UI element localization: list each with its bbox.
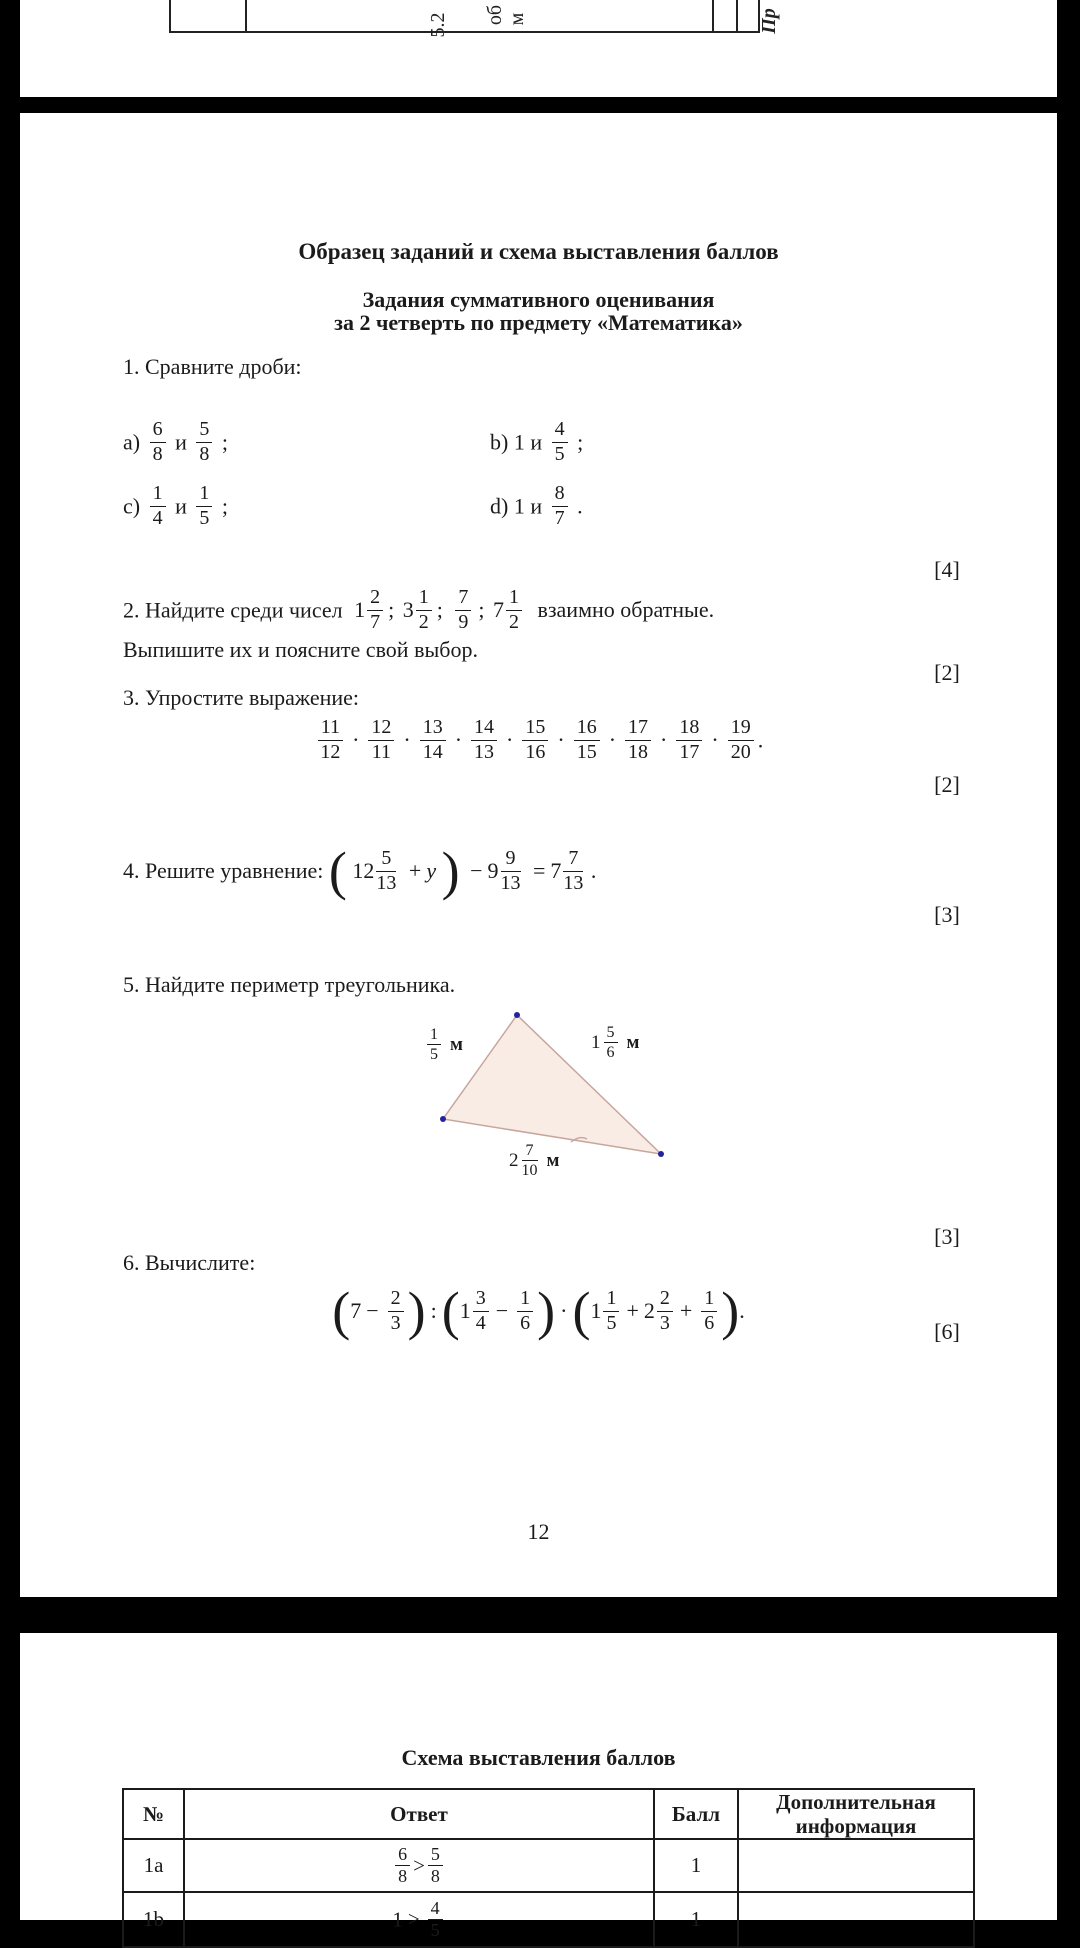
mixed-number — [488, 848, 523, 894]
fraction — [196, 483, 212, 529]
num: 3 — [473, 1288, 489, 1312]
right-paren: ) — [407, 1281, 426, 1341]
page-subtitle — [20, 288, 1057, 334]
fragment-table-vline — [736, 0, 738, 31]
den: 7 — [370, 610, 381, 633]
page-number: 12 — [527, 1519, 550, 1544]
num: 5 — [428, 1845, 443, 1866]
den: 18 — [628, 740, 649, 763]
whole: 2 — [509, 1149, 519, 1171]
item-key: a) — [123, 429, 141, 455]
problem1-label: 1. Сравните дроби: — [123, 354, 302, 379]
page-title: Образец заданий и схема выставления баллов — [298, 239, 779, 264]
side-label-right — [591, 1024, 639, 1062]
fraction — [420, 717, 446, 763]
problem5-label: 5. Найдите периметр треугольника. — [123, 972, 456, 997]
fraction — [473, 1288, 489, 1334]
num: 1 — [416, 587, 432, 611]
den: 8 — [152, 442, 163, 465]
fraction — [701, 1288, 717, 1334]
whole: 7 — [550, 858, 562, 883]
fraction — [388, 1288, 404, 1334]
fraction — [471, 717, 497, 763]
col-header-answer: Ответ — [184, 1789, 654, 1839]
fraction — [416, 587, 432, 633]
right-paren: ) — [721, 1281, 740, 1341]
num: 11 — [318, 717, 343, 741]
fraction — [427, 1026, 441, 1064]
num: 7 — [522, 1142, 538, 1161]
num: 7 — [563, 848, 583, 872]
cell-score: 1 — [654, 1892, 738, 1947]
num: 12 — [368, 717, 394, 741]
multiply-dot: · — [506, 727, 514, 753]
whole: 7 — [492, 597, 504, 623]
num: 13 — [420, 717, 446, 741]
vertex-dot — [658, 1151, 664, 1157]
den: 8 — [199, 442, 210, 465]
unit: м — [546, 1149, 560, 1171]
separator: ; — [436, 597, 443, 623]
den: 12 — [320, 740, 341, 763]
whole: 1 — [459, 1298, 471, 1323]
divide-sign: : — [430, 1298, 437, 1323]
fraction — [522, 1142, 538, 1180]
plus-sign: + — [626, 1298, 639, 1323]
den: 2 — [418, 610, 429, 633]
fraction — [522, 717, 548, 763]
punct: ; — [221, 429, 228, 455]
den: 15 — [576, 740, 597, 763]
den: 5 — [430, 1046, 438, 1064]
num: 5 — [376, 848, 396, 872]
left-paren: ( — [332, 1281, 351, 1341]
score-mark-problem2: [2] — [934, 660, 960, 685]
item-text: 1 и — [513, 429, 543, 455]
fraction — [563, 848, 583, 894]
fraction — [506, 587, 522, 633]
punct: . — [577, 493, 583, 519]
num: 16 — [574, 717, 600, 741]
num: 7 — [455, 587, 471, 611]
num: 14 — [471, 717, 497, 741]
table-row — [123, 1839, 974, 1892]
multiply-dot: · — [454, 727, 463, 753]
mixed-number — [354, 587, 385, 633]
problem2-text-start: 2. Найдите среди чисел — [123, 597, 343, 623]
mixed-number — [550, 848, 585, 894]
score-mark-problem3: [2] — [934, 772, 960, 797]
fraction — [376, 848, 396, 894]
num: 4 — [428, 1899, 443, 1920]
mixed-number — [590, 1288, 621, 1334]
den: 20 — [730, 740, 751, 763]
cell-number: 1a — [123, 1839, 184, 1892]
fraction — [603, 1288, 619, 1334]
problem4-line — [123, 841, 597, 901]
den: 3 — [390, 1311, 401, 1334]
den: 4 — [475, 1311, 486, 1334]
cell-info — [738, 1892, 974, 1947]
den: 14 — [422, 740, 443, 763]
den: 2 — [508, 610, 519, 633]
number: 7 — [350, 1298, 362, 1323]
subtitle-line1: Задания суммативного оценивания — [362, 287, 715, 312]
score-mark-problem6: [6] — [934, 1319, 960, 1344]
right-paren: ) — [537, 1281, 556, 1341]
left-paren: ( — [441, 1281, 460, 1341]
problem1-item-a — [123, 419, 228, 465]
punct: ; — [577, 429, 584, 455]
score-mark-problem5: [3] — [934, 1224, 960, 1249]
den: 6 — [704, 1311, 715, 1334]
den: 11 — [371, 740, 392, 763]
multiply-dot: · — [660, 727, 668, 753]
fraction — [574, 717, 600, 763]
whole: 12 — [352, 858, 375, 883]
whole: 1 — [354, 597, 366, 623]
den: 5 — [430, 1920, 440, 1941]
punct: . — [739, 1298, 745, 1323]
fraction — [501, 848, 521, 894]
fraction — [428, 1845, 443, 1887]
problem4-label: 4. Решите уравнение: — [123, 858, 324, 883]
cell-answer — [184, 1839, 654, 1892]
problem6-label: 6. Вычислите: — [123, 1250, 256, 1275]
num: 2 — [657, 1288, 673, 1312]
fraction — [367, 587, 383, 633]
number: 1 — [392, 1907, 403, 1932]
scheme-table — [122, 1788, 975, 1948]
den: 5 — [199, 506, 210, 529]
fraction — [196, 419, 212, 465]
equals-sign: = — [533, 858, 546, 883]
item-text: 1 и — [513, 493, 543, 519]
num: 1 — [196, 483, 212, 507]
den: 3 — [659, 1311, 670, 1334]
item-key: d) — [490, 493, 509, 519]
whole: 3 — [402, 597, 414, 623]
problem1-item-b — [490, 419, 583, 465]
multiply-dot: · — [608, 727, 617, 753]
subtitle-line2: за 2 четверть по предмету «Математика» — [334, 310, 743, 335]
rotated-text: Пр — [758, 8, 780, 34]
whole: 9 — [487, 858, 499, 883]
score-mark-problem4: [3] — [934, 902, 960, 927]
rotated-text: м — [506, 12, 528, 26]
problem1-item-c — [123, 483, 228, 529]
greater-than: > — [413, 1853, 425, 1878]
num: 5 — [196, 419, 212, 443]
multiply-dot: · — [557, 727, 565, 753]
num: 17 — [625, 717, 651, 741]
num: 1 — [603, 1288, 619, 1312]
side-label-left — [425, 1026, 463, 1064]
num: 2 — [388, 1288, 404, 1312]
fraction — [604, 1024, 618, 1062]
fraction — [552, 483, 568, 529]
previous-page-fragment — [20, 0, 1057, 97]
den: 6 — [520, 1311, 531, 1334]
fraction — [676, 717, 702, 763]
problem3-expression — [20, 717, 1057, 763]
vertex-dot — [440, 1116, 446, 1122]
den: 8 — [398, 1866, 408, 1887]
multiply-dot: · — [711, 727, 719, 753]
num: 5 — [604, 1024, 618, 1043]
cell-number: 1b — [123, 1892, 184, 1947]
mixed-number — [460, 1288, 491, 1334]
den: 9 — [458, 610, 469, 633]
fragment-table-bottom-border — [169, 31, 760, 33]
den: 13 — [376, 871, 397, 894]
minus-sign: − — [366, 1298, 379, 1323]
den: 10 — [521, 1162, 538, 1180]
problem3-label: 3. Упростите выражение: — [123, 685, 360, 710]
minus-sign: − — [495, 1298, 509, 1323]
fraction — [318, 717, 343, 763]
document-page — [20, 113, 1057, 1597]
col-header-number: № — [123, 1789, 184, 1839]
den: 16 — [525, 740, 546, 763]
conjunction: и — [175, 493, 187, 519]
den: 6 — [606, 1044, 615, 1062]
den: 13 — [500, 871, 521, 894]
whole: 1 — [591, 1031, 601, 1053]
left-paren: ( — [572, 1281, 591, 1341]
fragment-table-vline — [245, 0, 247, 31]
conjunction: и — [175, 429, 187, 455]
fraction — [455, 587, 471, 633]
fraction — [395, 1845, 410, 1887]
fraction — [625, 717, 651, 763]
num: 18 — [676, 717, 702, 741]
num: 1 — [506, 587, 522, 611]
den: 4 — [152, 506, 163, 529]
whole: 1 — [590, 1298, 602, 1323]
multiply-dot: · — [352, 727, 360, 753]
side-label-bottom — [509, 1142, 559, 1180]
num: 1 — [150, 483, 166, 507]
col-header-info: Дополнительная информация — [738, 1789, 974, 1839]
minus-sign: − — [470, 858, 483, 883]
den: 13 — [563, 871, 584, 894]
num: 1 — [427, 1026, 441, 1045]
score-mark-problem1: [4] — [934, 557, 960, 582]
vertex-dot — [514, 1012, 520, 1018]
fraction — [150, 483, 166, 529]
table-header-row — [123, 1789, 974, 1839]
separator: ; — [478, 597, 485, 623]
mixed-number — [644, 1288, 675, 1334]
num: 4 — [552, 419, 568, 443]
fraction — [657, 1288, 673, 1334]
num: 1 — [701, 1288, 717, 1312]
unit: м — [450, 1033, 463, 1055]
num: 6 — [395, 1845, 410, 1866]
multiply-dot: · — [403, 727, 411, 753]
num: 2 — [367, 587, 383, 611]
den: 7 — [554, 506, 565, 529]
num: 9 — [501, 848, 521, 872]
fraction — [517, 1288, 533, 1334]
plus-sign: + — [408, 858, 422, 883]
next-page — [20, 1633, 1057, 1941]
mixed-number — [352, 848, 398, 894]
problem2-line — [123, 587, 714, 633]
problem6-expression — [20, 1281, 1057, 1341]
mixed-number — [493, 587, 524, 633]
cell-info — [738, 1839, 974, 1892]
problem1-item-d — [490, 483, 583, 529]
table-row — [123, 1892, 974, 1947]
punct: ; — [221, 493, 228, 519]
fraction — [150, 419, 166, 465]
item-key: b) — [490, 429, 509, 455]
greater-than: > — [407, 1907, 420, 1932]
num: 1 — [517, 1288, 533, 1312]
problem2-text-end: взаимно обратные. — [537, 597, 715, 623]
problem2-line2: Выпишите их и поясните свой выбор. — [123, 637, 478, 662]
fraction — [368, 717, 394, 763]
cell-answer — [184, 1892, 654, 1947]
punct: . — [757, 727, 764, 753]
col-header-score: Балл — [654, 1789, 738, 1839]
whole: 2 — [643, 1298, 655, 1323]
plus-sign: + — [679, 1298, 693, 1323]
den: 13 — [474, 740, 495, 763]
scheme-title: Схема выставления баллов — [401, 1745, 676, 1770]
separator: ; — [388, 597, 395, 623]
multiply-dot: · — [560, 1298, 568, 1323]
den: 17 — [679, 740, 700, 763]
fragment-table-vline — [712, 0, 714, 31]
punct: . — [590, 858, 597, 883]
den: 5 — [554, 442, 565, 465]
num: 19 — [728, 717, 754, 741]
fraction — [428, 1899, 443, 1941]
cell-score: 1 — [654, 1839, 738, 1892]
num: 6 — [150, 419, 166, 443]
variable-y: y — [426, 858, 437, 883]
num: 8 — [552, 483, 568, 507]
den: 5 — [606, 1311, 617, 1334]
mixed-number — [403, 587, 434, 633]
item-key: c) — [123, 493, 141, 519]
triangle-figure — [405, 990, 705, 1205]
fragment-table-vline — [169, 0, 171, 31]
den: 8 — [430, 1866, 440, 1887]
rotated-text: 5.2 — [427, 12, 449, 38]
num: 15 — [522, 717, 548, 741]
fraction — [728, 717, 754, 763]
right-paren: ) — [441, 841, 460, 901]
fraction — [552, 419, 568, 465]
left-paren: ( — [328, 841, 347, 901]
rotated-text: об — [484, 4, 506, 26]
unit: м — [626, 1031, 640, 1053]
